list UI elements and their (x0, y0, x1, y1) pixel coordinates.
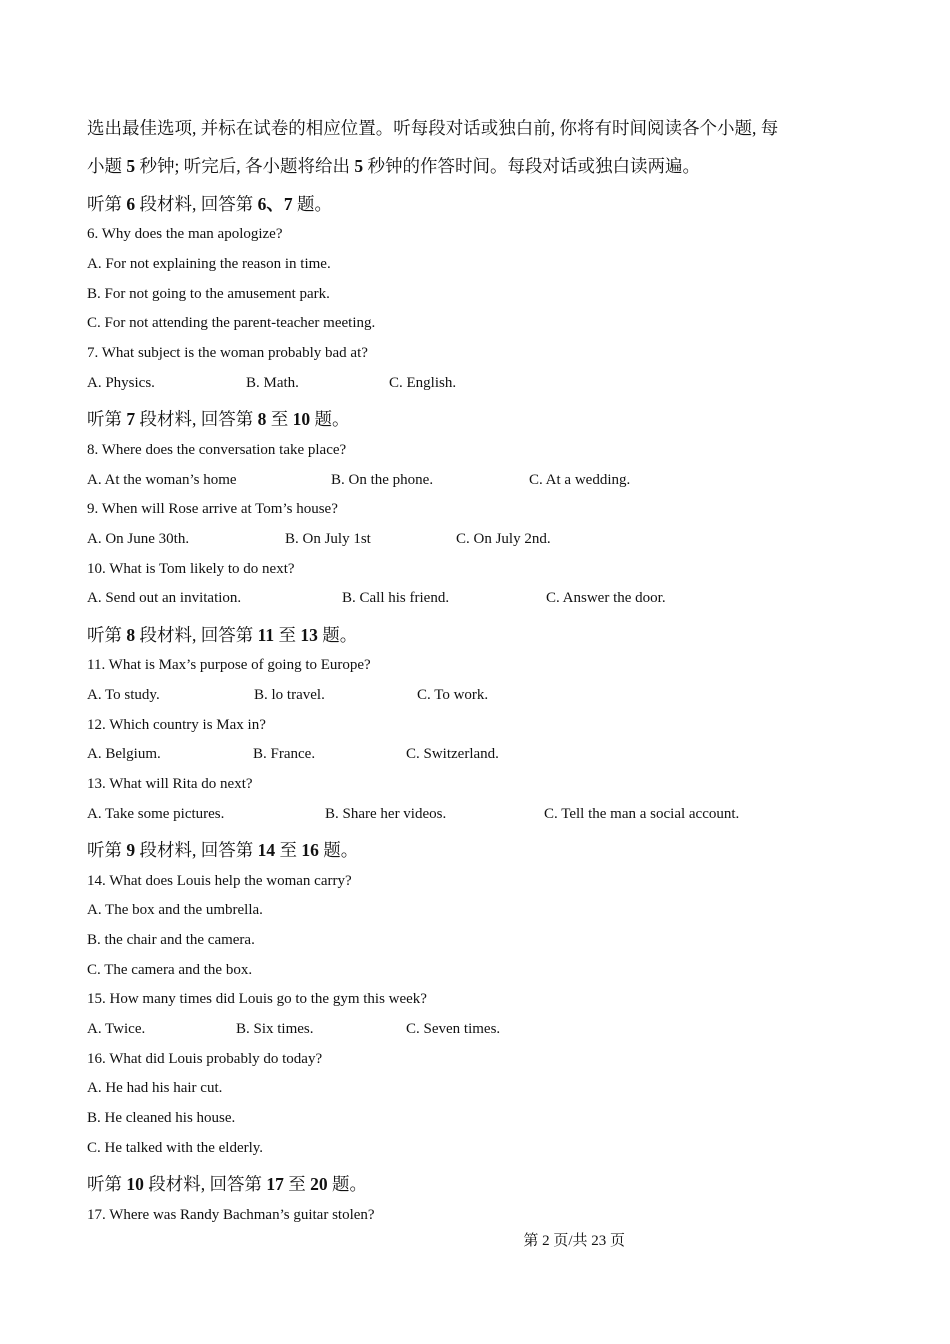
option-c: C. To work. (417, 687, 489, 703)
option-b: B. He cleaned his house. (87, 1110, 236, 1126)
option-b: B. lo travel. (254, 687, 325, 703)
option-a: A. Send out an invitation. (87, 590, 242, 606)
question: 15. How many times did Louis go to the gym this week? (87, 991, 427, 1007)
question: 16. What did Louis probably do today? (87, 1051, 323, 1067)
option-b: B. France. (253, 746, 316, 762)
question: 12. Which country is Max in? (87, 717, 266, 733)
question: 14. What does Louis help the woman carry? (87, 873, 352, 889)
option-a: A. On June 30th. (87, 531, 190, 547)
option-b: B. Call his friend. (342, 590, 450, 606)
option-a: A. Belgium. (87, 746, 161, 762)
option-c: C. Answer the door. (546, 590, 666, 606)
option-a: A. Take some pictures. (87, 806, 225, 822)
option-a: A. Twice. (87, 1021, 146, 1037)
option-b: B. Math. (246, 375, 299, 391)
option-a: A. Physics. (87, 375, 155, 391)
option-c: C. On July 2nd. (456, 531, 551, 547)
option-a: A. The box and the umbrella. (87, 902, 263, 918)
section-heading: 听第 8 段材料, 回答第 11 至 13 题。 (87, 625, 358, 645)
option-a: A. To study. (87, 687, 160, 703)
section-heading: 听第 6 段材料, 回答第 6、7 题。 (87, 194, 332, 214)
instructions-line-2: 小题 5 秒钟; 听完后, 各小题将给出 5 秒钟的作答时间。每段对话或独白读两遍。 (87, 156, 700, 176)
option-c: C. He talked with the elderly. (87, 1140, 264, 1156)
option-c: C. Switzerland. (406, 746, 499, 762)
question: 13. What will Rita do next? (87, 776, 253, 792)
option-c: C. At a wedding. (529, 472, 631, 488)
question: 11. What is Max’s purpose of going to Europe? (87, 657, 371, 673)
option-b: B. For not going to the amusement park. (87, 286, 330, 302)
option-c: C. For not attending the parent-teacher meeting. (87, 315, 376, 331)
option-c: C. Tell the man a social account. (544, 806, 740, 822)
option-c: C. English. (389, 375, 457, 391)
option-c: C. The camera and the box. (87, 962, 253, 978)
instructions-line-1: 选出最佳选项, 并标在试卷的相应位置。听每段对话或独白前, 你将有时间阅读各个小题, 每 (87, 118, 779, 138)
section-heading: 听第 7 段材料, 回答第 8 至 10 题。 (87, 409, 350, 429)
question: 6. Why does the man apologize? (87, 226, 283, 242)
option-b: B. On the phone. (331, 472, 434, 488)
question: 8. Where does the conversation take place? (87, 442, 347, 458)
question: 17. Where was Randy Bachman’s guitar stolen? (87, 1207, 375, 1223)
option-b: B. the chair and the camera. (87, 932, 255, 948)
question: 9. When will Rose arrive at Tom’s house? (87, 501, 338, 517)
section-heading: 听第 10 段材料, 回答第 17 至 20 题。 (87, 1174, 367, 1194)
page-footer: 第 2 页/共 23 页 (523, 1233, 625, 1249)
option-b: B. Share her videos. (325, 806, 447, 822)
option-a: A. At the woman’s home (87, 472, 237, 488)
section-heading: 听第 9 段材料, 回答第 14 至 16 题。 (87, 840, 359, 860)
option-b: B. On July 1st (285, 531, 371, 547)
option-c: C. Seven times. (406, 1021, 501, 1037)
option-b: B. Six times. (236, 1021, 314, 1037)
question: 7. What subject is the woman probably bad at? (87, 345, 368, 361)
option-a: A. He had his hair cut. (87, 1080, 223, 1096)
option-a: A. For not explaining the reason in time. (87, 256, 331, 272)
question: 10. What is Tom likely to do next? (87, 561, 295, 577)
